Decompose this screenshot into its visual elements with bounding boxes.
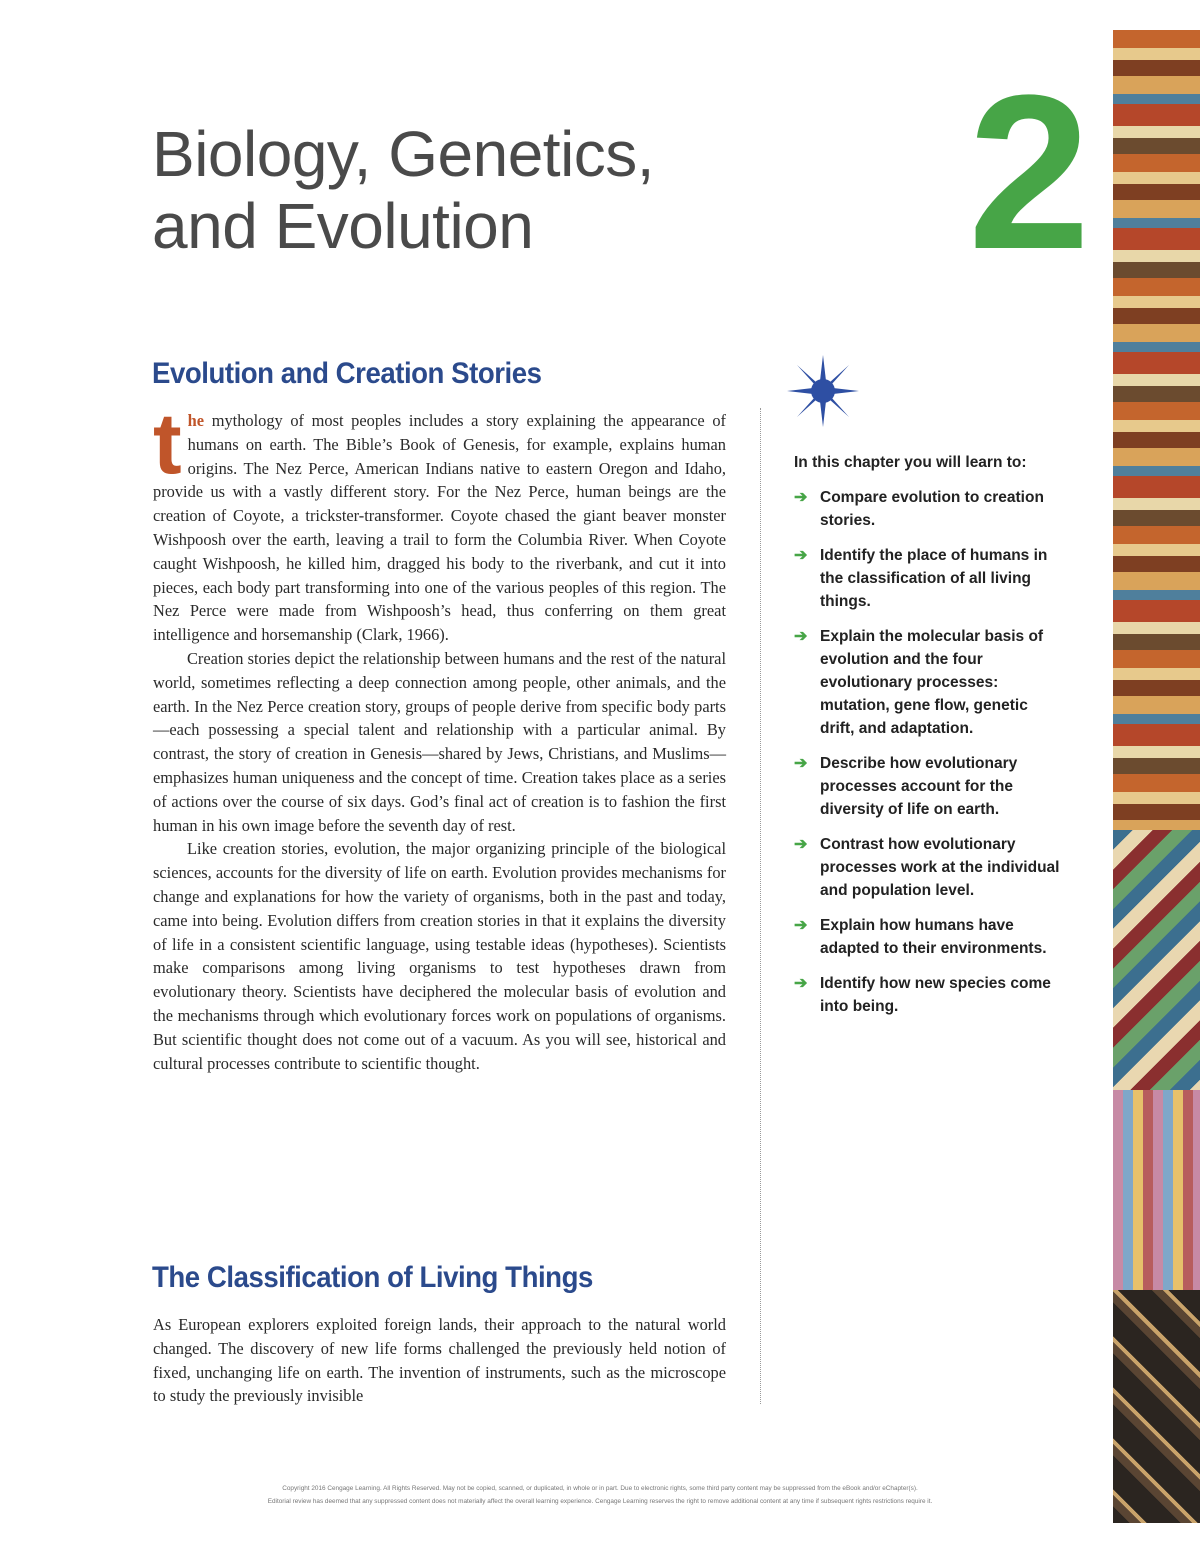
chapter-title [152,118,654,262]
objective-item [794,833,1064,902]
column-divider [760,408,761,1404]
section-body [153,1313,726,1408]
arrow-right-icon: ➔ [794,547,808,564]
paragraph: Like creation stories, evolution, the major organizing principle of the biological sciences, accounts for the diversity of life on earth. Evolution provides mechanisms for change and explanations for how the variety of organisms, both in the past and today, came into being. Evolution differs from creation stories in that it explains the diversity of life in a consistent scientific language, using testable ideas (hypotheses). Scientists make comparisons among living organisms to test hypotheses drawn from evolutionary theory. Scientists have deciphered the molecular basis of evolution and the mechanisms through which evolutionary forces work on populations of organisms. But scientific thought does not come out of a vacuum. As you will see, historical and cultural processes contribute to scientific thought. [153,839,726,1073]
arrow-right-icon: ➔ [794,489,808,506]
objective-item [794,544,1064,613]
objectives-list [794,486,1064,1018]
arrow-right-icon: ➔ [794,755,808,772]
textile-pattern-segment [1113,1090,1200,1290]
copyright-footer [150,1482,1050,1508]
lead-word: he [187,411,205,430]
textile-pattern-segment [1113,830,1200,1090]
arrow-right-icon: ➔ [794,975,808,992]
chapter-number: 2 [968,49,1091,295]
objective-item [794,486,1064,532]
decorative-textile-strip [1113,30,1200,1523]
arrow-right-icon: ➔ [794,836,808,853]
arrow-right-icon: ➔ [794,917,808,934]
objective-text: Contrast how evolutionary processes work at the individual and population level. [820,836,1060,899]
drop-cap: t [153,396,182,492]
objective-item [794,625,1064,740]
chapter-title-line: and Evolution [152,190,534,262]
objectives-intro: In this chapter you will learn to: [794,454,1027,471]
paragraph: Creation stories depict the relationship between humans and the rest of the natural world, sometimes reflecting a deep connection among people, other animals, and the earth. In the Nez Perce creation story, groups of people derive from specific body parts—each possessing a special talent and relationship with a particular animal. By contrast, the story of creation in Genesis—shared by Jews, Christians, and Muslims—emphasizes human uniqueness and the concept of time. Creation takes place as a series of actions over the course of six days. God’s final act of creation is to fashion the first human in his own image before the seventh day of rest. [153,648,726,835]
section-heading: Evolution and Creation Stories [152,357,542,390]
learning-objectives [794,452,1064,1030]
paragraph: As European explorers exploited foreign lands, their approach to the natural world changed. The discovery of new life forms challenged the previously held notion of fixed, unchanging life on earth. The invention of instruments, such as the microscope to study the previously invisible [153,1315,726,1406]
objective-text: Describe how evolutionary processes account for the diversity of life on earth. [820,755,1018,818]
footer-line: Editorial review has deemed that any suppressed content does not materially affect the overall learning experience. Cengage Learning reserves the right to remove additional content at any time if subsequent rights restrictions require it. [267,1498,933,1505]
textile-pattern-segment [1113,1290,1200,1523]
section-heading: The Classification of Living Things [152,1261,593,1294]
objective-text: Explain how humans have adapted to their environments. [820,917,1047,957]
star-burst-icon [787,355,859,427]
section-body [153,396,726,1075]
objective-item [794,752,1064,821]
objective-text: Identify how new species come into being. [820,975,1051,1015]
objective-item [794,914,1064,960]
arrow-right-icon: ➔ [794,628,808,645]
paragraph [153,396,726,647]
objective-text: Identify the place of humans in the classification of all living things. [820,547,1048,610]
objective-text: Compare evolution to creation stories. [820,489,1044,529]
chapter-title-line: Biology, Genetics, [152,118,655,190]
footer-line: Copyright 2016 Cengage Learning. All Rights Reserved. May not be copied, scanned, or duplicated, in whole or in part. Due to electronic rights, some third party content may be suppressed from the eBook and/or eChapter(s). [282,1485,918,1492]
objective-text: Explain the molecular basis of evolution and the four evolutionary processes: mutation, gene flow, genetic drift, and adaptation. [820,628,1044,737]
objective-item [794,972,1064,1018]
paragraph-text: mythology of most peoples includes a story explaining the appearance of humans on earth. The Bible’s Book of Genesis, for example, explains human origins. The Nez Perce, American Indians native to eastern Oregon and Idaho, provide us with a vastly different story. For the Nez Perce, human beings are the creation of Coyote, a trickster-transformer. Coyote chased the giant beaver monster Wishpoosh over the earth, leaving a trail to form the Columbia River. When Coyote caught Wishpoosh, he killed him, dragged his body to the riverbank, and cut it into pieces, each body part transforming into one of the various peoples of this region. The Nez Perce were made from Wishpoosh’s head, thus conferring on them great intelligence and horsemanship (Clark, 1966). [153,411,726,645]
